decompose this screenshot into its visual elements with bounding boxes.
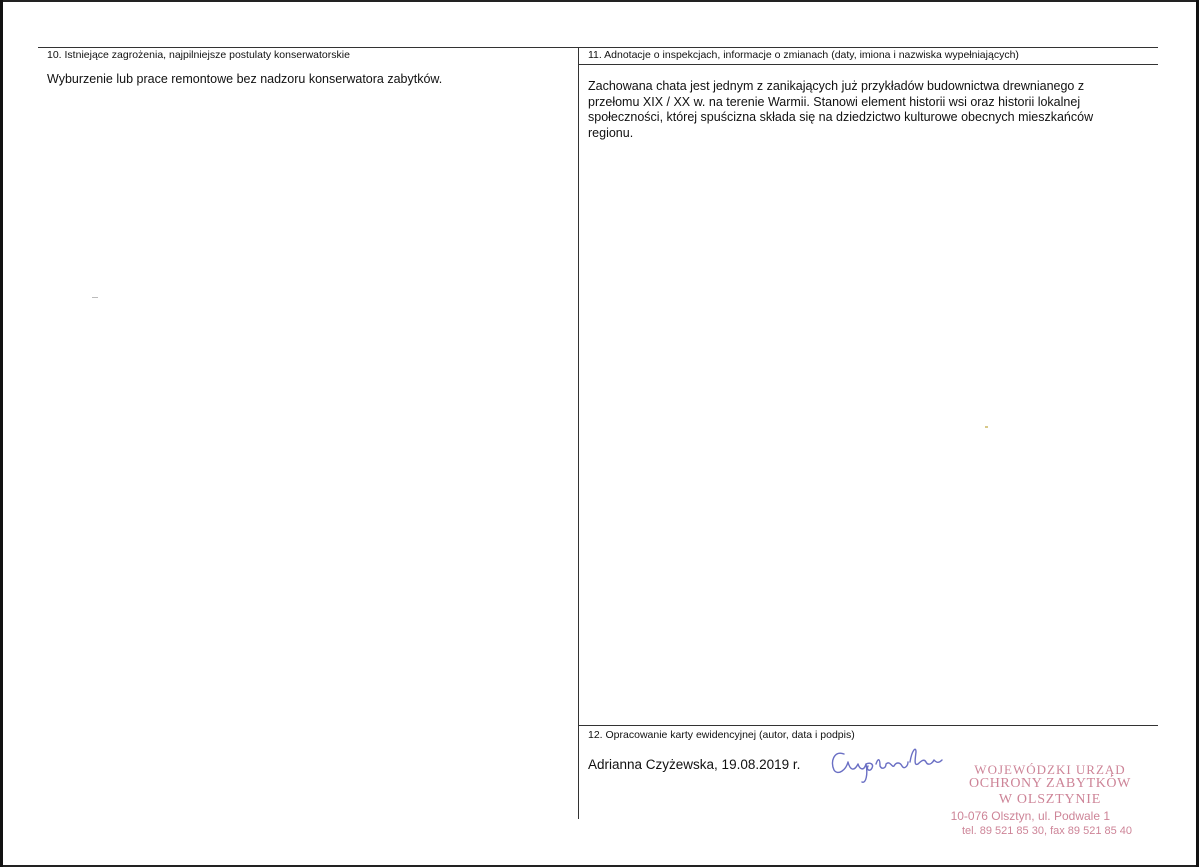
page-border-left (0, 0, 3, 867)
section10-text: Wyburzenie lub prace remontowe bez nadzoru konserwatora zabytków. (47, 72, 443, 86)
section11-line: Zachowana chata jest jednym z zanikających już przykładów budownictwa drewnianego z (588, 79, 1085, 93)
section11-label: 11. Adnotacje o inspekcjach, informacje o zmianach (daty, imiona i nazwiska wypełniających) (588, 49, 1019, 61)
signature (820, 740, 960, 785)
stamp-line-1: WOJEWÓDZKI URZĄD (974, 762, 1126, 776)
section11-label-rule (578, 64, 1158, 65)
section12-label: 12. Opracowanie karty ewidencyjnej (autor, data i podpis) (588, 729, 855, 741)
top-rule (38, 47, 1158, 48)
stamp-line-5: tel. 89 521 85 30, fax 89 521 85 40 (962, 825, 1133, 837)
stamp-line-3: W OLSZTYNIE (998, 792, 1102, 807)
section11-line: społeczności, której spuścizna składa się na dziedzictwo kulturowe obecnych mieszkańców (588, 110, 1094, 124)
page-border-top (0, 0, 1199, 2)
office-stamp (940, 762, 1160, 838)
section12-author: Adrianna Czyżewska, 19.08.2019 r. (588, 757, 801, 772)
section11-line: regionu. (588, 125, 634, 140)
stamp-line-4: 10-076 Olsztyn, ul. Podwale 1 (950, 809, 1110, 823)
section11-line: przełomu XIX / XX w. na terenie Warmii. Stanowi element historii wsi oraz historii lokalnej (588, 94, 1081, 109)
section10-label: 10. Istniejące zagrożenia, najpilniejsze postulaty konserwatorskie (47, 49, 350, 61)
scan-speck (985, 426, 988, 428)
section11-body (588, 79, 1148, 141)
stamp-line-2: OCHRONY ZABYTKÓW (969, 776, 1131, 791)
column-divider (578, 47, 579, 819)
section12-top-rule (578, 725, 1158, 726)
scan-speck (92, 297, 98, 298)
